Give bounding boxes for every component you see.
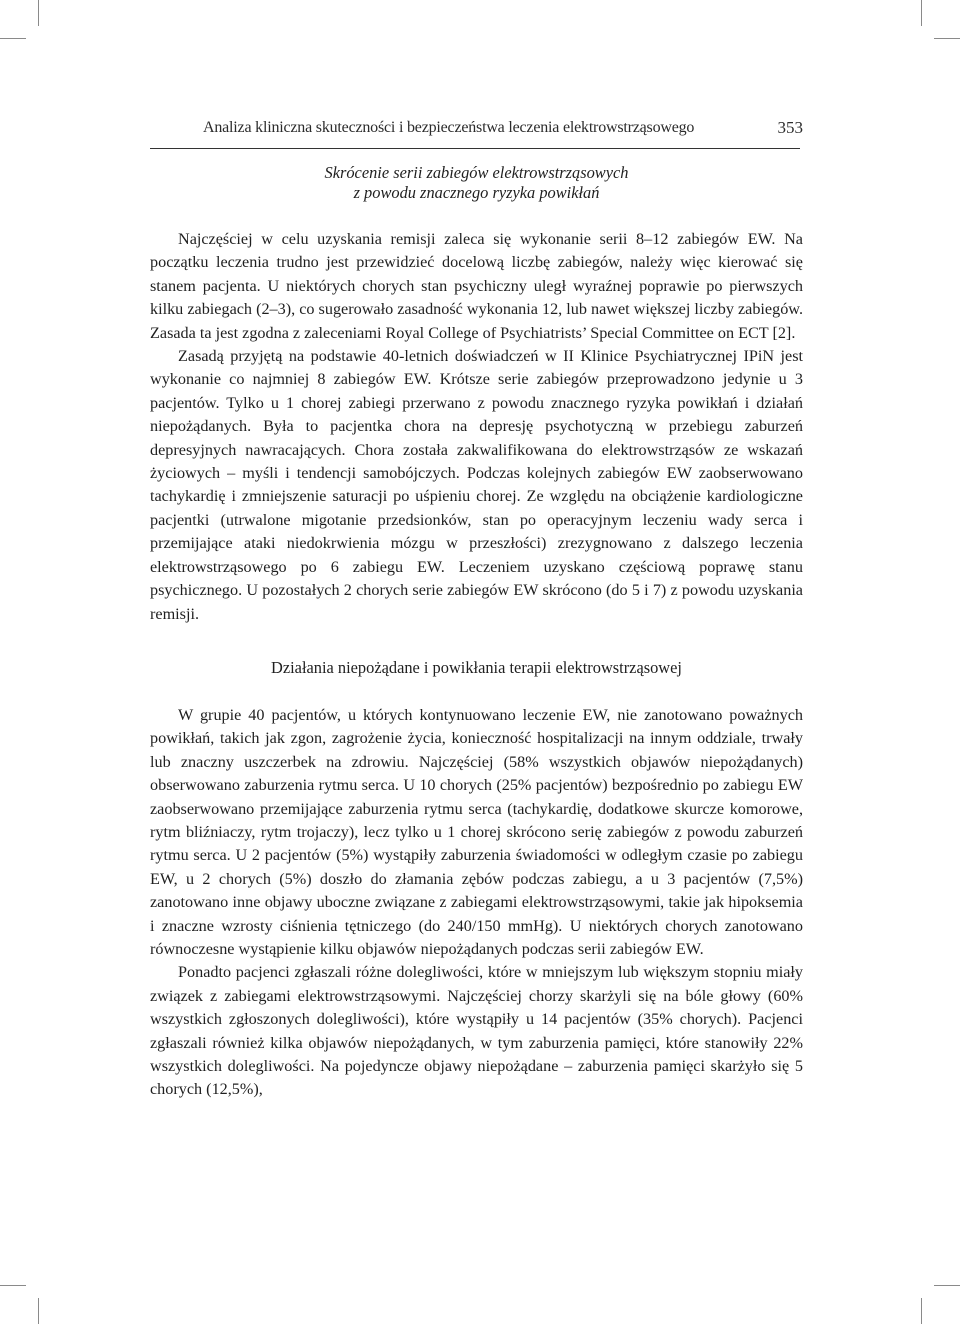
- header-rule: [150, 148, 800, 149]
- running-head: [203, 116, 803, 140]
- crop-mark-top-right: [921, 0, 922, 26]
- crop-mark-bottom-left: [0, 1285, 26, 1286]
- crop-mark-top-left: [38, 0, 39, 26]
- paragraph: Zasadą przyjętą na podstawie 40-letnich doświadczeń w II Klinice Psychiatrycznej IPiN jest wykonanie co najmniej 8 zabiegów EW. Krótsze serie zabiegów przeprowadzono jedynie u 3 pacjentów. Tylko u 1 chorej zabiegi przerwano z powodu znacznego ryzyka powikłań i działań niepożądanych. Była to pacjentka chora na depresję psychotyczną w przebiegu zaburzeń depresyjnych nawracających. Chora została zakwalifikowana do elektrowstrząsów ze wskazań życiowych – myśli i tendencji samobójczych. Podczas kolejnych zabiegów EW zaobserwowano tachykardię i zmniejszenie saturacji po uśpieniu chorej. Ze względu na obciążenie kardiologiczne pacjentki (utrwalone migotanie przedsionków, stan po operacyjnym leczeniu wady serca i przemijające ataki niedokrwienia mózgu w przeszłości) zrezygnowano z dalszego leczenia elektrowstrząsowego po 6 zabiegu EW. Leczeniem uzyskano częściową poprawę stanu psychicznego. U pozostałych 2 chorych serie zabiegów EW skrócono (do 5 i 7) z powodu uzyskania remisji.: [150, 347, 803, 623]
- crop-mark-top-left: [0, 38, 26, 39]
- crop-mark-bottom-right: [934, 1285, 960, 1286]
- article-body: [150, 163, 803, 1102]
- section-title: Działania niepożądane i powikłania terapii elektrowstrząsowej: [271, 657, 682, 677]
- paragraph: Najczęściej w celu uzyskania remisji zaleca się wykonanie serii 8–12 zabiegów EW. Na początku leczenia trudno jest przewidzieć docelową liczbę zabiegów, należy więc kierować się stanem pacjenta. U niektórych chorych stan psychiczny uległ wyraźnej poprawie po pierwszych kilku zabiegach (2–3), co sugerowało zasadność wykonania 12, lub nawet większej liczby zabiegów. Zasada ta jest zgodna z zaleceniami Royal College of Psychiatrists’ Special Committee on ECT [2].: [150, 230, 803, 342]
- paragraph: W grupie 40 pacjentów, u których kontynuowano leczenie EW, nie zanotowano poważnych powikłań, takich jak zgon, zagrożenie życia, konieczność hospitalizacji na innym oddziale, trwały lub znaczny uszczerbek na zdrowiu. Najczęściej (58% wszystkich objawów niepożądanych) obserwowano zaburzenia rytmu serca. U 10 chorych (25% pacjentów) bezpośrednio po zabiegu EW zaobserwowano przemijające zaburzenia rytmu serca (tachykardię, dodatkowe skurcze komorowe, rytm bliźniaczy, rytm trojaczy), lecz tylko u 1 chorej skrócono serię zabiegów z powodu zaburzeń rytmu serca. U 2 pacjentów (5%) wystąpiły zaburzenia świadomości w odległym czasie po zabiegu EW, u 2 chorych (5%) doszło do złamania zębów podczas zabiegu, a u 3 pacjentów (7,5%) zanotowano inne objawy uboczne związane z zabiegami elektrowstrząsowymi, takie jak hipoksemia i znaczne wzrosty ciśnienia tętniczego (do 240/150 mmHg). U niektórych chorych zanotowano równoczesne wystąpienie kilku objawów niepożądanych podczas serii zabiegów EW.: [150, 705, 803, 958]
- paragraph: Ponadto pacjenci zgłaszali różne dolegliwości, które w mniejszym lub większym stopniu miały związek z zabiegami elektrowstrząsowymi. Najczęściej chorzy skarżyli się na bóle głowy (60% wszystkich zgłoszonych dolegliwości), które wystąpiły u 14 pacjentów (35% chorych). Pacjenci zgłaszali również kilka objawów niepożądanych, w tym zaburzenia pamięci, które stanowiły 22% wszystkich dolegliwości. Na pojedyncze objawy niepożądane – zaburzenia pamięci skarżyło się 5 chorych (12,5%),: [150, 963, 803, 1099]
- page-number: 353: [777, 118, 803, 137]
- subsection-title-line-1: Skrócenie serii zabiegów elektrowstrząsowych: [324, 163, 629, 182]
- subsection-title-line-2: z powodu znacznego ryzyka powikłań: [353, 183, 600, 202]
- subsection-title: [150, 163, 803, 203]
- crop-mark-bottom-left: [38, 1298, 39, 1324]
- crop-mark-top-right: [934, 38, 960, 39]
- crop-mark-bottom-right: [921, 1298, 922, 1324]
- running-title: Analiza kliniczna skuteczności i bezpieczeństwa leczenia elektrowstrząsowego: [203, 119, 695, 136]
